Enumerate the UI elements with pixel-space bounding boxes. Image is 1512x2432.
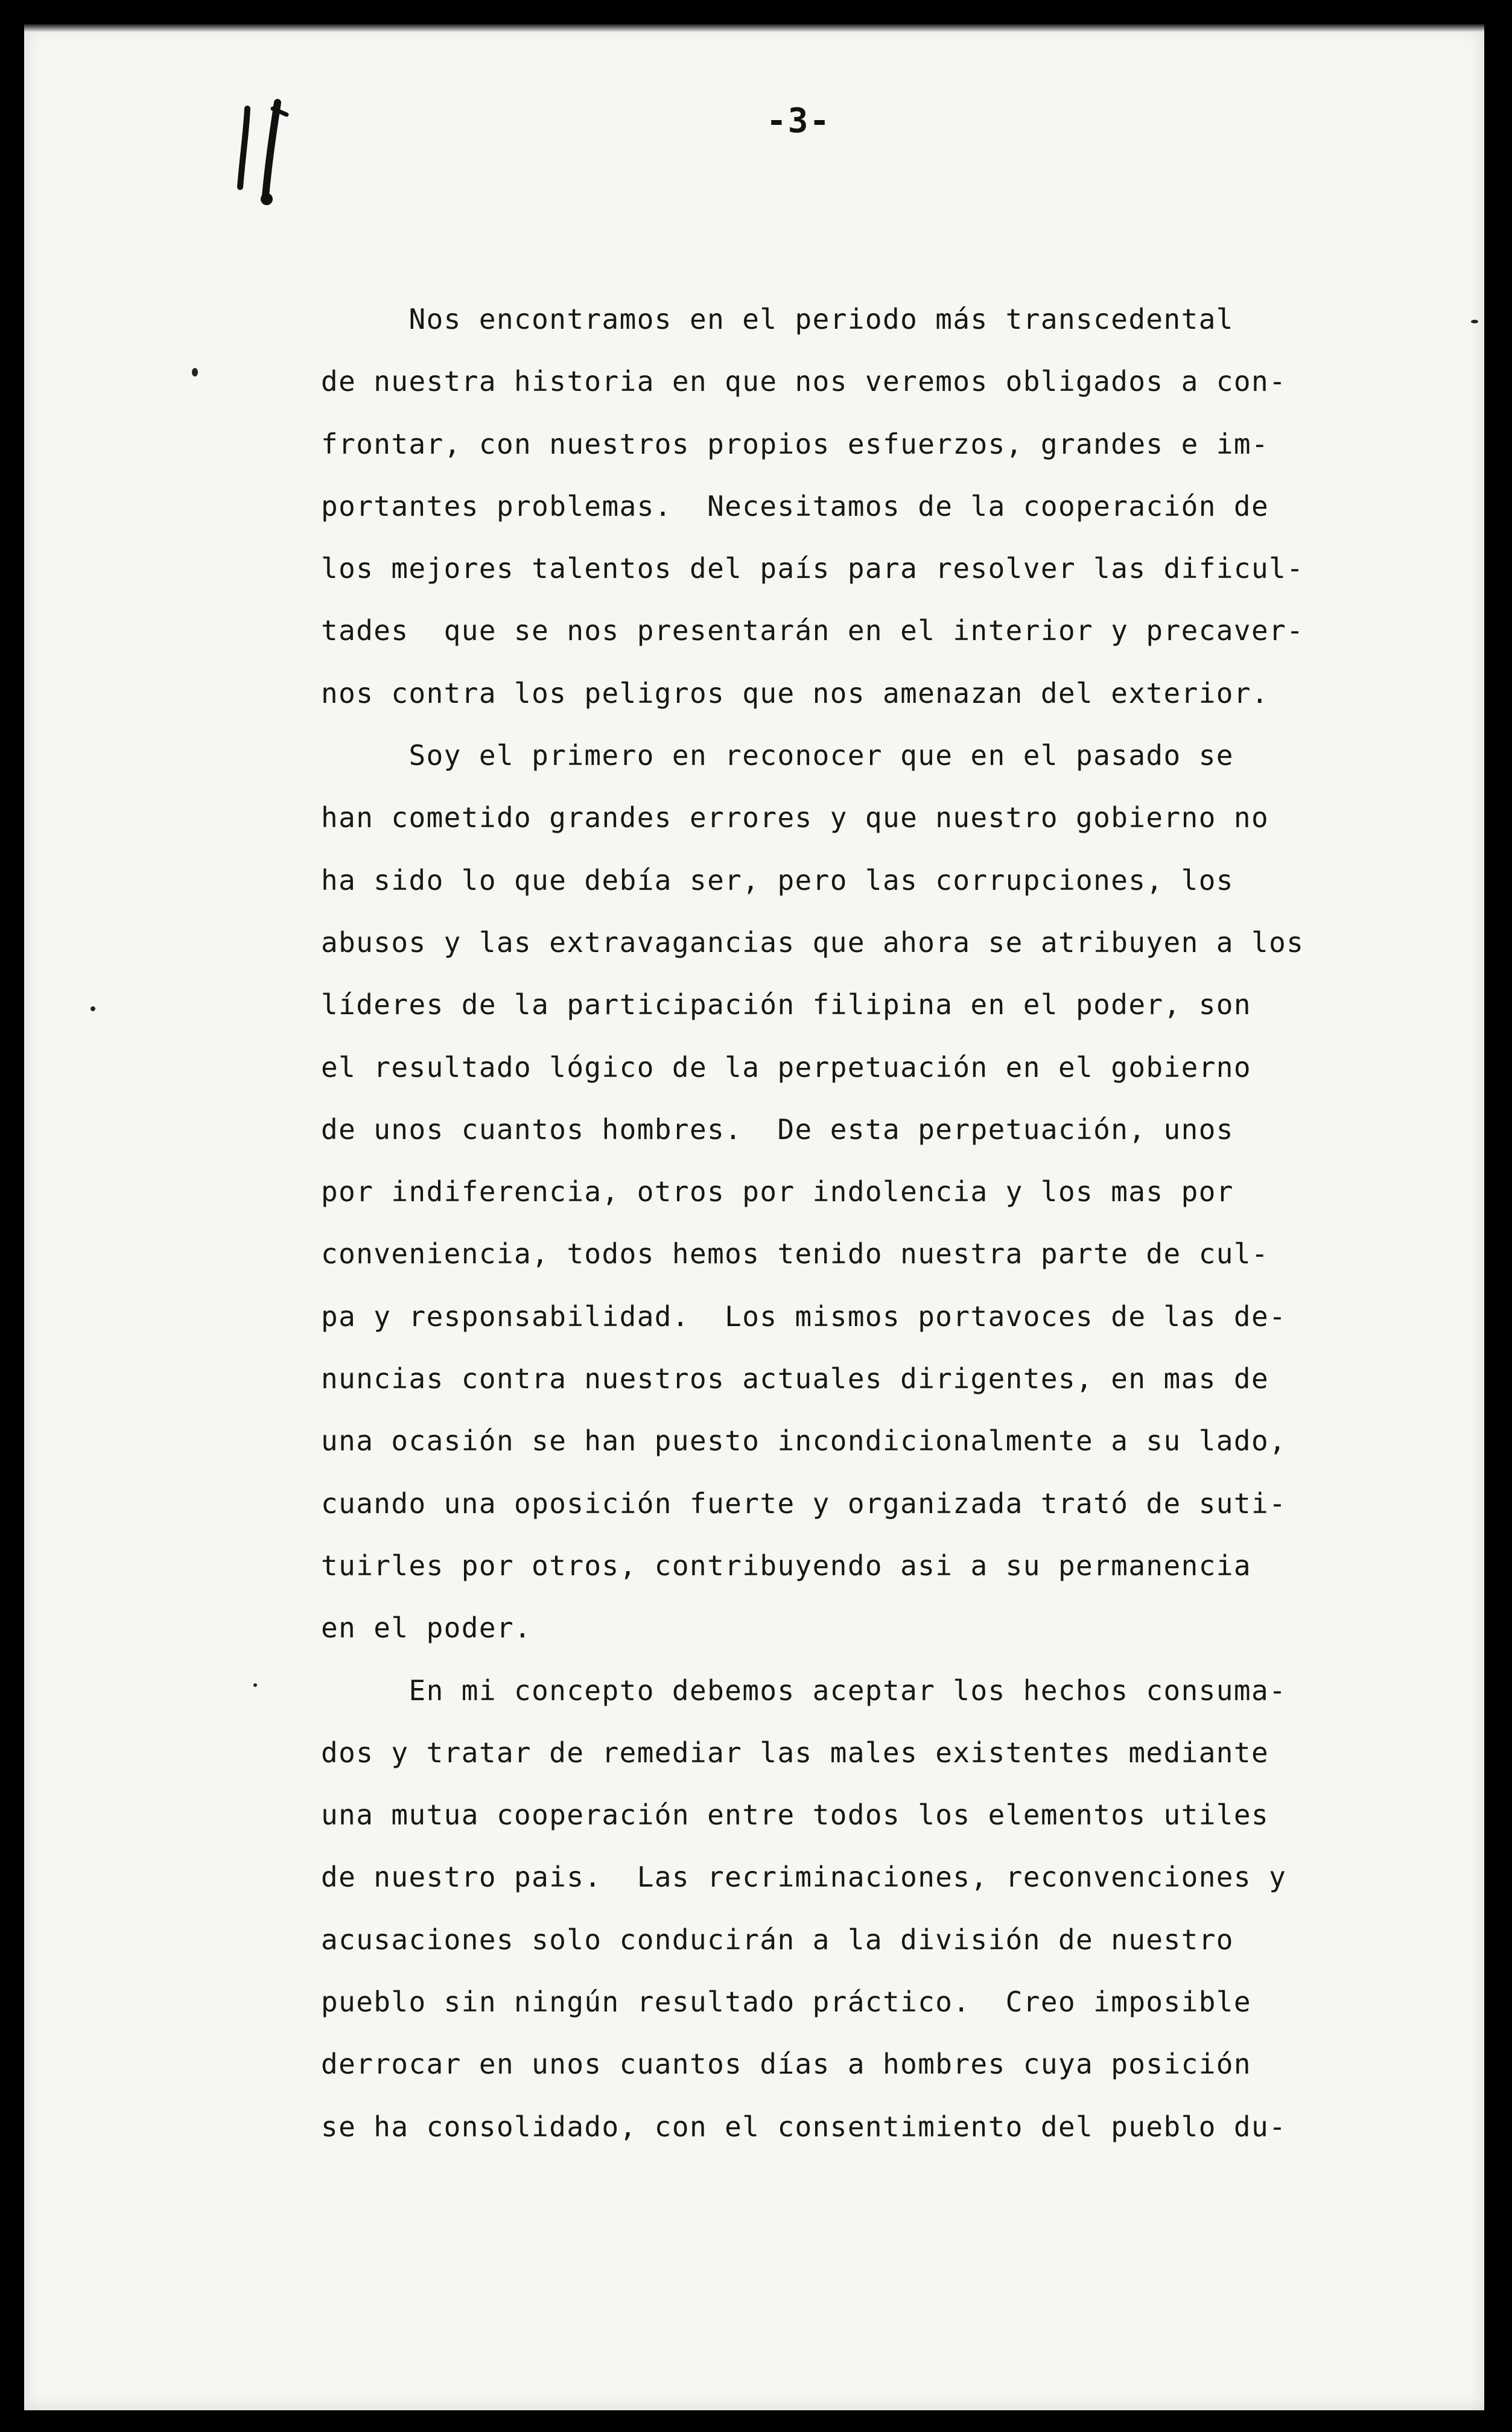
text-line: acusaciones solo conducirán a la división de nuestro bbox=[321, 1923, 1234, 1956]
text-line: en el poder. bbox=[321, 1611, 532, 1645]
text-line: el resultado lógico de la perpetuación en el gobierno bbox=[321, 1050, 1251, 1084]
text-line: han cometido grandes errores y que nuestro gobierno no bbox=[321, 801, 1269, 834]
text-line: una mutua cooperación entre todos los elementos utiles bbox=[321, 1799, 1269, 1832]
text-line: ha sido lo que debía ser, pero las corrupciones, los bbox=[321, 863, 1234, 897]
text-line: una ocasión se han puesto incondicionalmente a su lado, bbox=[321, 1424, 1287, 1458]
scan-speck bbox=[192, 368, 198, 376]
scan-speck bbox=[91, 1006, 95, 1011]
text-line: tuirles por otros, contribuyendo asi a su permanencia bbox=[321, 1549, 1251, 1582]
text-line: de nuestro pais. Las recriminaciones, reconvenciones y bbox=[321, 1861, 1287, 1894]
scan-speck bbox=[1471, 320, 1478, 323]
text-line: nos contra los peligros que nos amenazan del exterior. bbox=[321, 676, 1269, 710]
text-line: abusos y las extravagancias que ahora se atribuyen a los bbox=[321, 925, 1304, 959]
text-line: de unos cuantos hombres. De esta perpetuación, unos bbox=[321, 1113, 1234, 1146]
text-line: En mi concepto debemos aceptar los hechos consuma- bbox=[321, 1674, 1287, 1707]
text-line: los mejores talentos del país para resolver las dificul- bbox=[321, 552, 1304, 585]
text-line: pueblo sin ningún resultado práctico. Creo imposible bbox=[321, 1986, 1251, 2019]
text-line: nuncias contra nuestros actuales dirigentes, en mas de bbox=[321, 1362, 1269, 1395]
page-number: -3- bbox=[766, 101, 831, 141]
text-line: por indiferencia, otros por indolencia y los mas por bbox=[321, 1175, 1234, 1208]
page-top-edge bbox=[24, 24, 1484, 33]
text-line: líderes de la participación filipina en el poder, son bbox=[321, 988, 1251, 1021]
text-line: pa y responsabilidad. Los mismos portavoces de las de- bbox=[321, 1300, 1287, 1333]
handwritten-mark-icon bbox=[229, 97, 296, 211]
text-line: dos y tratar de remediar las males existentes mediante bbox=[321, 1736, 1269, 1769]
text-line: conveniencia, todos hemos tenido nuestra parte de cul- bbox=[321, 1237, 1269, 1271]
text-line: cuando una oposición fuerte y organizada trató de suti- bbox=[321, 1487, 1287, 1520]
scan-speck bbox=[253, 1683, 257, 1687]
text-line: Soy el primero en reconocer que en el pasado se bbox=[321, 739, 1234, 772]
text-line: portantes problemas. Necesitamos de la cooperación de bbox=[321, 489, 1269, 522]
text-line: frontar, con nuestros propios esfuerzos, grandes e im- bbox=[321, 427, 1269, 460]
text-line: Nos encontramos en el periodo más transcedental bbox=[321, 303, 1234, 335]
text-line: de nuestra historia en que nos veremos obligados a con- bbox=[321, 365, 1287, 398]
text-line: derrocar en unos cuantos días a hombres cuya posición bbox=[321, 2048, 1251, 2081]
text-line: tades que se nos presentarán en el interior y precaver- bbox=[321, 614, 1304, 647]
text-line: se ha consolidado, con el consentimiento del pueblo du- bbox=[321, 2110, 1287, 2143]
body-text bbox=[321, 288, 1347, 2158]
